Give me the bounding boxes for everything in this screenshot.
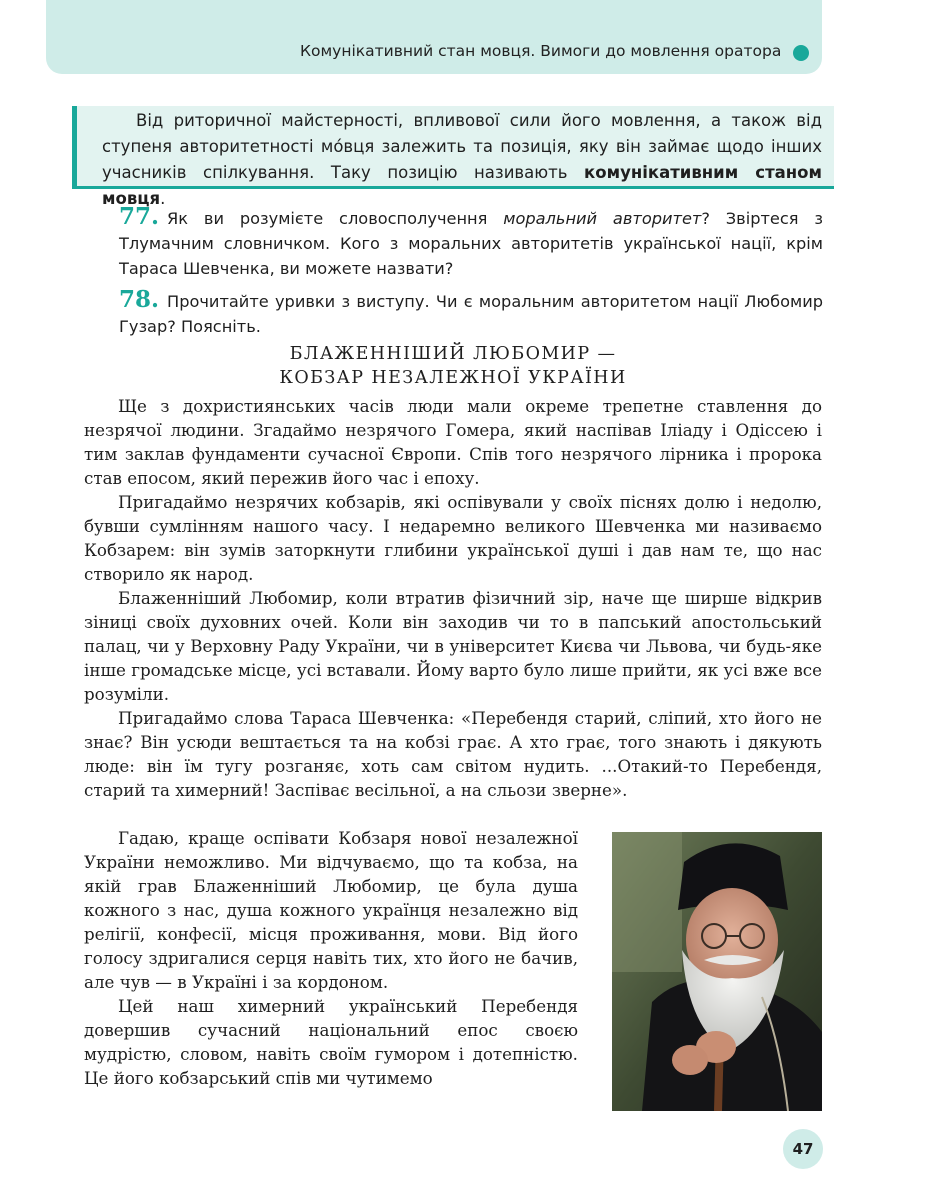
task-78 bbox=[119, 287, 823, 339]
paragraph: Пригадаймо слова Тараса Шевченка: «Перебендя старий, сліпий, хто його не знає? Він усюди вештається та на кобзі грає. А хто грає, того знають і дякують люде: він їм тугу розганяє, хоть сам світом нудить. ...Отакий-то Перебендя, старий та химерний! Заспіває весільної, а на сльози зверне». bbox=[84, 708, 822, 800]
task-text: Як ви розумієте словосполучення bbox=[167, 209, 504, 228]
paragraph: Блаженніший Любомир, коли втратив фізичний зір, наче ще ширше відкрив зіниці своїх духовних очей. Коли він заходив чи то в папський апостольський палац, чи у Верховну Раду України, чи в університет Києва чи Львова, чи будь-яке інше громадське місце, усі вставали. Йому варто було лише прийти, як усі вже все розуміли. bbox=[84, 588, 822, 704]
task-number: 77. bbox=[119, 203, 160, 230]
task-italic-term: моральний авторитет bbox=[503, 209, 702, 228]
excerpt-body bbox=[84, 394, 822, 802]
excerpt-title bbox=[84, 342, 822, 390]
task-77 bbox=[119, 204, 823, 281]
paragraph: Пригадаймо незрячих кобзарів, які оспівували у своїх піснях долю і недолю, бувши сумлінням нашого часу. І недаремно великого Шевченка ми називаємо Кобзарем: він зумів заторкнути глибини української душі і дав нам те, що нас створило як народ. bbox=[84, 492, 822, 584]
task-number: 78. bbox=[119, 286, 160, 313]
excerpt-body-continued bbox=[84, 826, 578, 1090]
page-number: 47 bbox=[783, 1129, 823, 1169]
rule-text-main: Від риторичної майстерності, впливової сили його мовлення, а також від ступеня авторитетності мо́вця залежить та позиція, яку він займає щодо інших учасників спілкування. Таку позицію називають bbox=[102, 111, 822, 182]
excerpt-title-line: КОБЗАР НЕЗАЛЕЖНОЇ УКРАЇНИ bbox=[279, 368, 627, 388]
portrait-photo bbox=[612, 832, 822, 1111]
header-dot-icon bbox=[793, 45, 809, 61]
paragraph: Ще з дохристиянських часів люди мали окреме трепетне ставлення до незрячої людини. Згадаймо незрячого Гомера, який наспівав Іліаду і Одіссею і тим заклав фундаменти сучасної Європи. Спів того незрячого лірника і пророка став епосом, який пережив його час і епоху. bbox=[84, 396, 822, 488]
chapter-title: Комунікативний стан мовця. Вимоги до мовлення оратора bbox=[300, 42, 782, 60]
task-text: ? Звіртеся з Тлумачним словничком. Кого з моральних авторитетів української нації, крім Тараса Шевченка, ви можете назвати? bbox=[119, 209, 823, 278]
rule-bold-term: комунікативним станом мовця bbox=[102, 163, 822, 208]
portrait-illustration bbox=[612, 832, 822, 1111]
paragraph: Гадаю, краще оспівати Кобзаря нової незалежної України неможливо. Ми відчуваємо, що та кобза, на якій грав Блаженніший Любомир, це була душа кожного з нас, душа кожного українця незалежно від релігії, конфесії, місця проживання, мови. Від його голосу здригалися серця навіть тих, хто його не бачив, але чув — в Україні і за кордоном. bbox=[84, 828, 578, 992]
task-text: Прочитайте уривки з виступу. Чи є моральним авторитетом нації Любомир Гузар? Поясніть. bbox=[119, 292, 823, 336]
rule-text-end: . bbox=[160, 189, 166, 208]
header-band bbox=[46, 0, 822, 74]
excerpt-title-line: БЛАЖЕННІШИЙ ЛЮБОМИР — bbox=[289, 344, 617, 364]
rule-text bbox=[102, 108, 822, 212]
paragraph: Цей наш химерний український Перебендя довершив сучасний національний епос своєю мудрістю, словом, навіть своїм гумором і дотепністю. Це його кобзарський спів ми чутимемо bbox=[84, 996, 578, 1088]
